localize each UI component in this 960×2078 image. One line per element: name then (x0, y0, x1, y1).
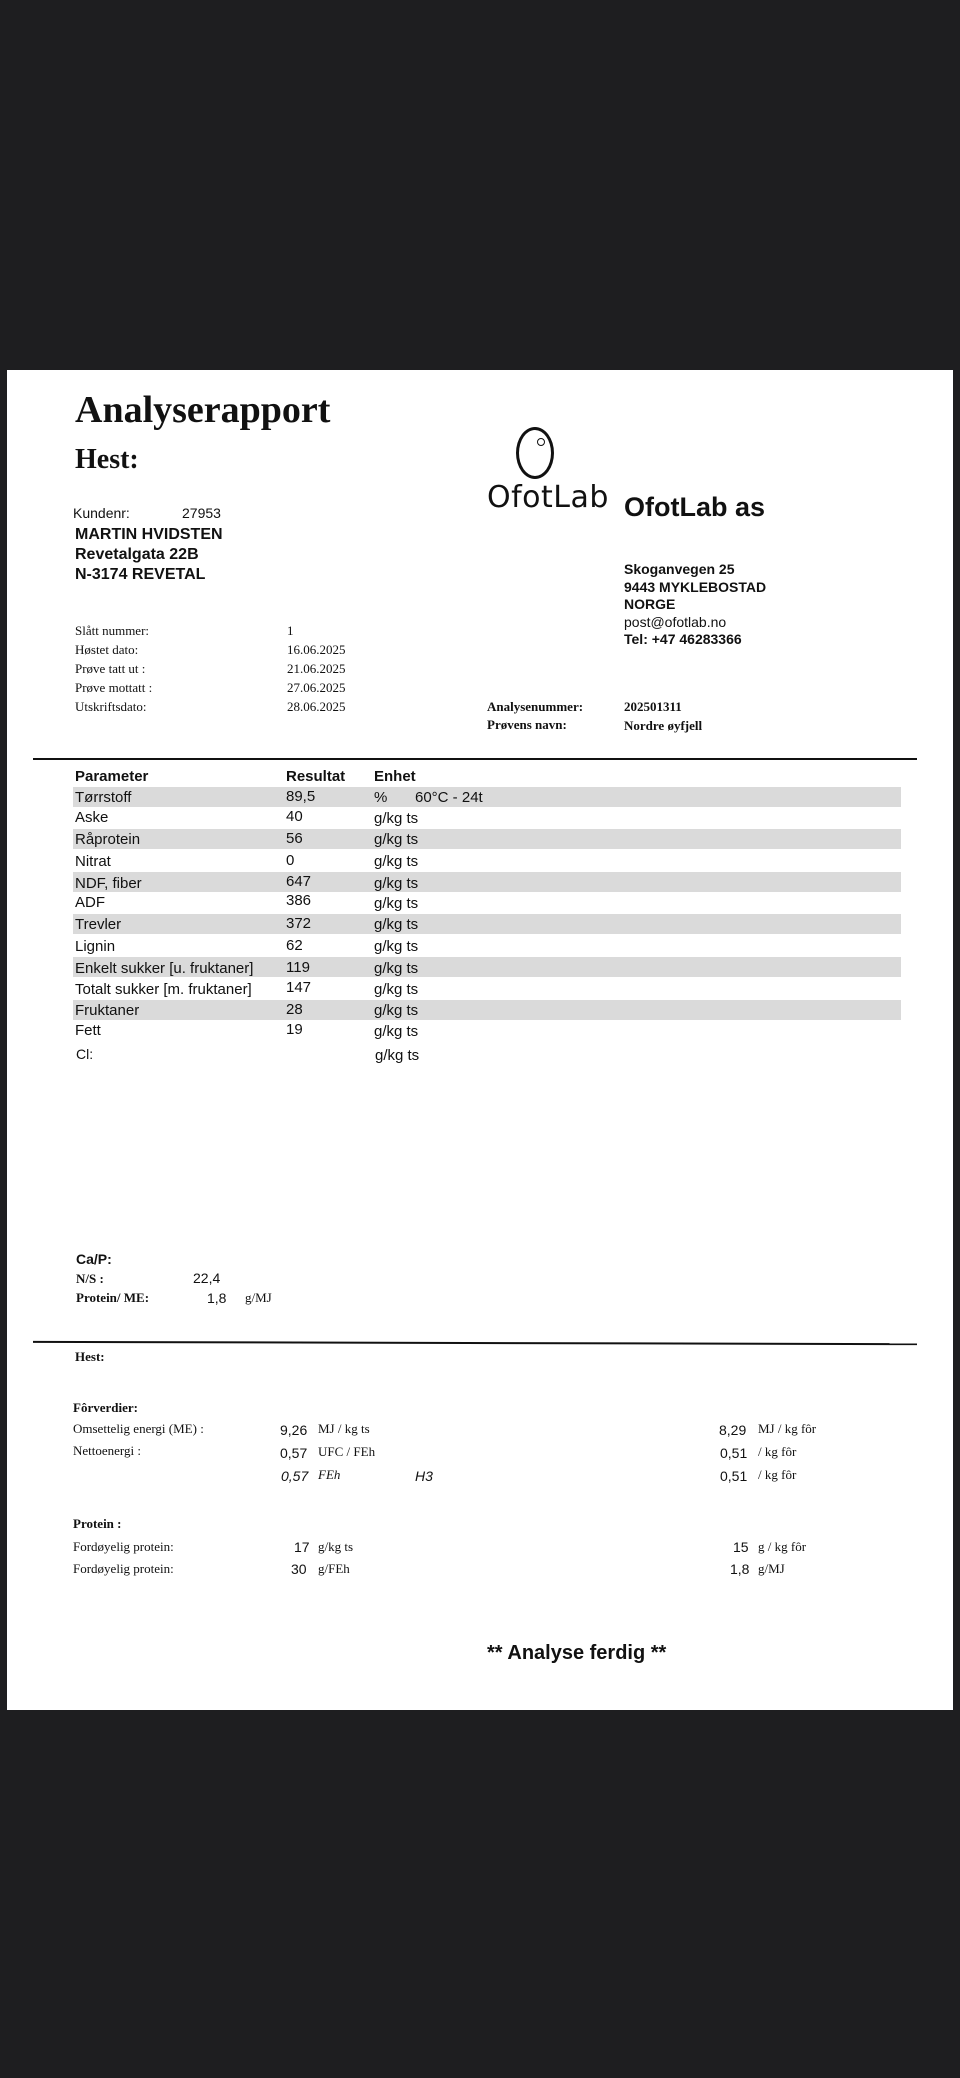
report-title: Analyserapport (75, 389, 331, 431)
net-feh-tag: H3 (415, 1468, 433, 1484)
animal-type: Hest: (75, 444, 139, 475)
lab-phone: Tel: +47 46283366 (624, 631, 742, 647)
report-page (7, 370, 953, 1710)
param-name: Totalt sukker [m. fruktaner] (75, 981, 252, 998)
sample-info-label: Høstet dato: (75, 642, 139, 657)
sample-info-label: Prøve tatt ut : (75, 661, 146, 676)
feed-values-label: Fôrverdier: (73, 1400, 138, 1415)
param-result: 28 (286, 1001, 303, 1018)
dig-protein-label: Fordøyelig protein: (73, 1539, 174, 1554)
sample-info-value: 28.06.2025 (287, 699, 346, 714)
protein-label: Protein : (73, 1516, 122, 1531)
net-energy-label: Nettoenergi : (73, 1443, 141, 1458)
param-result: 19 (286, 1021, 303, 1038)
dig-protein-1-for-value: 15 (733, 1539, 749, 1555)
protein-me-label: Protein/ ME: (76, 1290, 150, 1305)
param-unit: g/kg ts (375, 1047, 420, 1064)
lab-email: post@ofotlab.no (624, 614, 727, 630)
param-name: Tørrstoff (75, 789, 132, 806)
table-row-stripe (73, 872, 901, 892)
param-name: NDF, fiber (75, 875, 142, 892)
ns-label: N/S : (76, 1271, 104, 1286)
param-result: 56 (286, 830, 303, 847)
logo-text: OfotLab (487, 480, 609, 515)
param-name: Fruktaner (75, 1002, 140, 1019)
customer-id-label: Kundenr: (73, 505, 130, 521)
protein-me-value: 1,8 (207, 1290, 227, 1306)
sample-name-label: Prøvens navn: (487, 717, 567, 732)
lab-name: OfotLab as (624, 492, 766, 522)
param-name: Cl: (76, 1046, 94, 1062)
sample-info-value: 27.06.2025 (287, 680, 346, 695)
lab-city: 9443 MYKLEBOSTAD (624, 579, 767, 595)
param-unit: g/kg ts (374, 1002, 419, 1019)
dig-protein-2-value: 30 (291, 1561, 307, 1577)
analysis-number: 202501311 (624, 699, 682, 714)
ns-value: 22,4 (193, 1270, 221, 1286)
net-ufc-unit: UFC / FEh (318, 1444, 376, 1459)
customer-id: 27953 (182, 505, 221, 521)
dig-protein-2-mj-unit: g/MJ (758, 1561, 785, 1576)
me-ts-value: 9,26 (280, 1422, 308, 1438)
sample-info-label: Prøve mottatt : (75, 680, 153, 695)
net-feh-unit: FEh (318, 1467, 341, 1482)
net-feh-value: 0,57 (281, 1468, 309, 1484)
param-unit: g/kg ts (374, 875, 419, 892)
dig-protein-2-unit: g/FEh (318, 1561, 350, 1576)
sample-info-label: Slått nummer: (75, 623, 150, 638)
net-ufc-for-unit: / kg fôr (758, 1444, 797, 1459)
customer-street: Revetalgata 22B (75, 546, 199, 563)
me-for-value: 8,29 (719, 1422, 747, 1438)
param-result: 89,5 (286, 788, 316, 805)
table-row-stripe (73, 829, 901, 849)
param-name: Aske (75, 809, 109, 826)
col-header-result: Resultat (286, 768, 346, 785)
param-unit: g/kg ts (374, 831, 419, 848)
param-unit: g/kg ts (374, 981, 419, 998)
param-unit: g/kg ts (374, 1023, 419, 1040)
net-feh-for-value: 0,51 (720, 1468, 748, 1484)
me-for-unit: MJ / kg fôr (758, 1421, 817, 1436)
param-unit: g/kg ts (374, 853, 419, 870)
analysis-number-label: Analysenummer: (487, 699, 584, 714)
col-header-unit: Enhet (374, 768, 416, 785)
lab-street: Skoganvegen 25 (624, 561, 735, 577)
dig-protein-2-mj-value: 1,8 (730, 1561, 750, 1577)
param-unit: g/kg ts (374, 938, 419, 955)
param-unit: g/kg ts (374, 916, 419, 933)
param-result: 62 (286, 937, 303, 954)
sample-name: Nordre øyfjell (624, 718, 703, 733)
param-name: Fett (75, 1022, 101, 1039)
net-ufc-value: 0,57 (280, 1445, 308, 1461)
table-row-stripe (73, 787, 901, 807)
divider (33, 1341, 917, 1345)
horse-section-label: Hest: (75, 1349, 105, 1364)
param-unit: g/kg ts (374, 810, 419, 827)
col-header-parameter: Parameter (75, 768, 149, 785)
sample-info-value: 16.06.2025 (287, 642, 346, 657)
sample-info-label: Utskriftsdato: (75, 699, 147, 714)
cap-label: Ca/P: (76, 1251, 112, 1267)
param-result: 386 (286, 892, 312, 909)
param-name: Trevler (75, 916, 122, 933)
param-unit: g/kg ts (374, 960, 419, 977)
param-name: Enkelt sukker [u. fruktaner] (75, 960, 254, 977)
dig-protein-label: Fordøyelig protein: (73, 1561, 174, 1576)
me-ts-unit: MJ / kg ts (318, 1421, 370, 1436)
param-note: 60°C - 24t (415, 789, 483, 806)
dig-protein-1-unit: g/kg ts (318, 1539, 354, 1554)
net-feh-for-unit: / kg fôr (758, 1467, 797, 1482)
sample-info-value: 21.06.2025 (287, 661, 346, 676)
param-unit: % (374, 789, 388, 806)
customer-city: N-3174 REVETAL (75, 566, 206, 583)
customer-name: MARTIN HVIDSTEN (75, 526, 223, 543)
param-result: 372 (286, 915, 312, 932)
ofotlab-logo-icon (516, 427, 554, 479)
protein-me-unit: g/MJ (245, 1290, 272, 1305)
table-row-stripe (73, 914, 901, 934)
analysis-status: ** Analyse ferdig ** (487, 1642, 667, 1664)
net-ufc-for-value: 0,51 (720, 1445, 748, 1461)
param-unit: g/kg ts (374, 895, 419, 912)
param-result: 147 (286, 979, 312, 996)
param-result: 40 (286, 808, 303, 825)
param-result: 0 (286, 852, 295, 869)
param-name: Nitrat (75, 853, 111, 870)
param-name: Lignin (75, 938, 116, 955)
param-name: Råprotein (75, 831, 141, 848)
param-name: ADF (75, 894, 105, 911)
lab-country: NORGE (624, 596, 676, 612)
me-label: Omsettelig energi (ME) : (73, 1421, 204, 1436)
divider (33, 758, 917, 760)
dig-protein-1-for-unit: g / kg fôr (758, 1539, 807, 1554)
table-row-stripe (73, 1000, 901, 1020)
param-result: 647 (286, 873, 312, 890)
param-result: 119 (286, 959, 310, 976)
dig-protein-1-value: 17 (294, 1539, 310, 1555)
sample-info-value: 1 (287, 623, 294, 638)
